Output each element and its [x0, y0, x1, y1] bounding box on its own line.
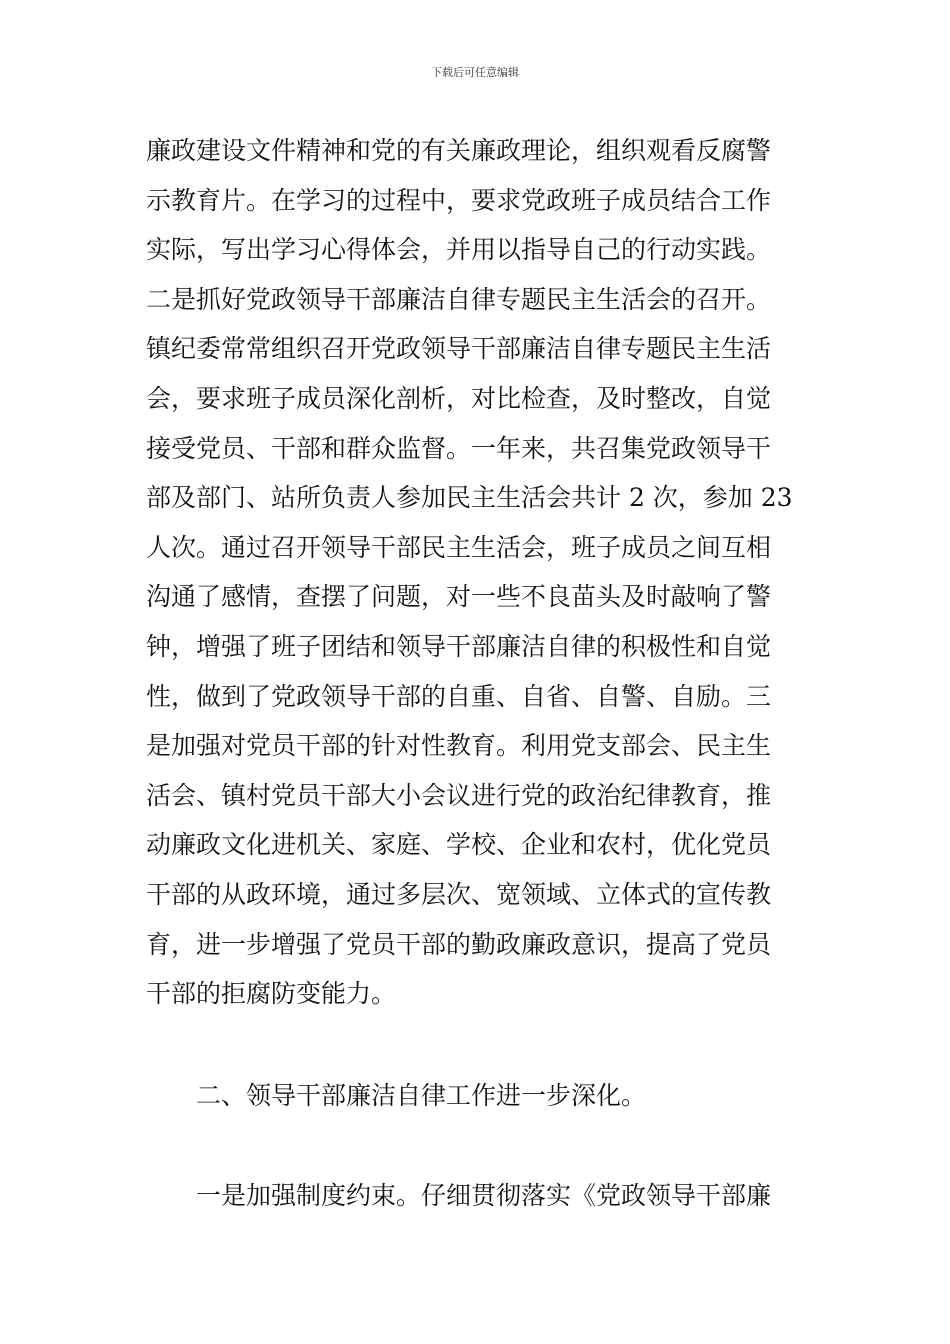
section-heading: 二、领导干部廉洁自律工作进一步深化。	[196, 1081, 647, 1110]
body-line: 实际，写出学习心得体会，并用以指导自己的行动实践。	[146, 235, 772, 265]
body-line: 活会、镇村党员干部大小会议进行党的政治纪律教育，推	[146, 780, 772, 810]
body-line: 接受党员、干部和群众监督。一年来，共召集党政领导干	[146, 433, 772, 463]
body-line: 人次。通过召开领导干部民主生活会，班子成员之间互相	[146, 532, 772, 562]
body-line: 育，进一步增强了党员干部的勤政廉政意识，提高了党员	[146, 929, 772, 959]
body-line: 动廉政文化进机关、家庭、学校、企业和农村，优化党员	[146, 830, 772, 860]
document-body	[146, 126, 826, 1019]
body-line: 部及部门、站所负责人参加民主生活会共计 2 次，参加 23	[146, 483, 793, 513]
body-line: 干部的拒腐防变能力。	[146, 979, 397, 1009]
body-line: 会，要求班子成员深化剖析，对比检查，及时整改，自觉	[146, 383, 772, 413]
body-line: 沟通了感情，查摆了问题，对一些不良苗头及时敲响了警	[146, 582, 772, 612]
body-line: 性，做到了党政领导干部的自重、自省、自警、自励。三	[146, 681, 772, 711]
page-header: 下载后可任意编辑	[431, 66, 519, 79]
body-line: 廉政建设文件精神和党的有关廉政理论，组织观看反腐警	[146, 136, 772, 165]
paragraph-start: 一是加强制度约束。仔细贯彻落实《党政领导干部廉	[196, 1181, 772, 1210]
body-line: 示教育片。在学习的过程中，要求党政班子成员结合工作	[146, 185, 772, 215]
body-line: 干部的从政环境，通过多层次、宽领域、立体式的宣传教	[146, 879, 772, 909]
body-line: 镇纪委常常组织召开党政领导干部廉洁自律专题民主生活	[146, 334, 772, 364]
body-line: 钟，增强了班子团结和领导干部廉洁自律的积极性和自觉	[146, 631, 772, 661]
body-line: 二是抓好党政领导干部廉洁自律专题民主生活会的召开。	[146, 284, 772, 314]
body-line: 是加强对党员干部的针对性教育。利用党支部会、民主生	[146, 731, 772, 761]
